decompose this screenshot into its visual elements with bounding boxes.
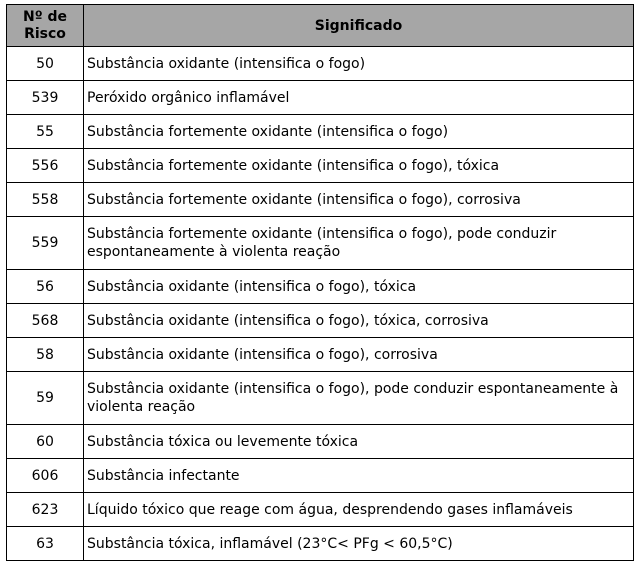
risk-number-cell: 58 xyxy=(7,338,84,372)
table-row xyxy=(7,81,634,115)
meaning-cell: Peróxido orgânico inflamável xyxy=(84,81,634,115)
table-row xyxy=(7,372,634,425)
risk-number-table xyxy=(6,4,634,561)
risk-number-cell: 556 xyxy=(7,149,84,183)
risk-number-cell: 60 xyxy=(7,425,84,459)
meaning-cell: Substância oxidante (intensifica o fogo), pode conduzir espontaneamente à violenta reação xyxy=(84,372,634,425)
table-row xyxy=(7,115,634,149)
table-row xyxy=(7,270,634,304)
table-row xyxy=(7,47,634,81)
risk-number-cell: 558 xyxy=(7,183,84,217)
meaning-cell: Substância fortemente oxidante (intensifica o fogo) xyxy=(84,115,634,149)
meaning-cell: Substância fortemente oxidante (intensifica o fogo), pode conduzir espontaneamente à violenta reação xyxy=(84,217,634,270)
meaning-cell: Líquido tóxico que reage com água, desprendendo gases inflamáveis xyxy=(84,493,634,527)
meaning-cell: Substância fortemente oxidante (intensifica o fogo), tóxica xyxy=(84,149,634,183)
meaning-cell: Substância oxidante (intensifica o fogo), tóxica, corrosiva xyxy=(84,304,634,338)
header-risk-number xyxy=(7,5,84,47)
table-row xyxy=(7,338,634,372)
table-row xyxy=(7,149,634,183)
meaning-cell: Substância oxidante (intensifica o fogo), tóxica xyxy=(84,270,634,304)
table-row xyxy=(7,217,634,270)
header-meaning: Significado xyxy=(84,5,634,47)
risk-number-cell: 63 xyxy=(7,527,84,561)
risk-number-cell: 50 xyxy=(7,47,84,81)
risk-number-cell: 539 xyxy=(7,81,84,115)
table-row xyxy=(7,527,634,561)
header-risk-number-line2: Risco xyxy=(24,25,66,42)
meaning-cell: Substância fortemente oxidante (intensifica o fogo), corrosiva xyxy=(84,183,634,217)
risk-number-cell: 59 xyxy=(7,372,84,425)
meaning-cell: Substância tóxica ou levemente tóxica xyxy=(84,425,634,459)
risk-number-cell: 559 xyxy=(7,217,84,270)
risk-number-cell: 606 xyxy=(7,459,84,493)
table-row xyxy=(7,304,634,338)
risk-number-cell: 623 xyxy=(7,493,84,527)
table-row xyxy=(7,425,634,459)
table-row xyxy=(7,493,634,527)
table-row xyxy=(7,459,634,493)
header-risk-number-line1: Nº de xyxy=(22,8,67,25)
meaning-cell: Substância oxidante (intensifica o fogo), corrosiva xyxy=(84,338,634,372)
meaning-cell: Substância infectante xyxy=(84,459,634,493)
meaning-cell: Substância tóxica, inflamável (23°C< PFg < 60,5°C) xyxy=(84,527,634,561)
risk-number-cell: 568 xyxy=(7,304,84,338)
table-row xyxy=(7,183,634,217)
table-body xyxy=(7,47,634,561)
risk-number-cell: 55 xyxy=(7,115,84,149)
risk-number-cell: 56 xyxy=(7,270,84,304)
meaning-cell: Substância oxidante (intensifica o fogo) xyxy=(84,47,634,81)
table-header-row xyxy=(7,5,634,47)
